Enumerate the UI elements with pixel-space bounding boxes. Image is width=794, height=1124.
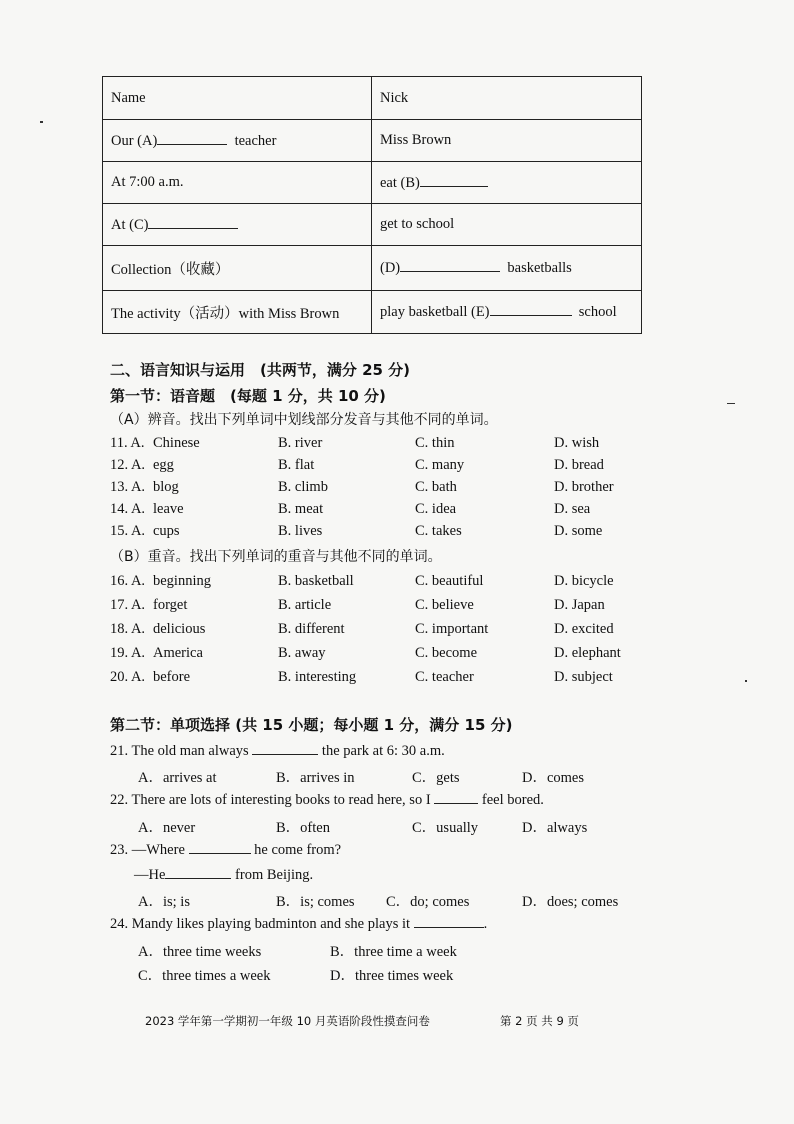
option-d: D. elephant [554,645,621,661]
stem-text: feel bored. [481,792,544,808]
option-a: leave [153,501,184,517]
option-a: A．is; is [138,894,190,910]
option-c: C．three times a week [138,968,271,984]
info-table [102,76,642,334]
stem-text: from Beijing. [235,867,314,883]
question-number: 17. A. [110,597,146,613]
question-24-options-1 [138,940,658,960]
option-d: D. bicycle [554,573,614,589]
question-number: 19. A. [110,645,146,661]
question-number: 18. A. [110,621,146,637]
option-d: D．comes [522,770,585,786]
option-b: B. article [278,597,332,613]
table-row [103,246,642,291]
table-row [103,204,642,246]
table-cell: get to school [372,204,642,246]
question-24-stem [110,915,487,933]
option-b: B. different [278,621,345,637]
blank-d[interactable] [400,259,500,272]
option-c: C．usually [412,820,479,836]
option-b: B. basketball [278,573,354,589]
question-13 [110,479,670,499]
option-a: A．three time weeks [138,944,262,960]
option-b: B. lives [278,523,323,539]
table-row [103,120,642,162]
question-23-options [138,890,658,910]
option-c: C. many [415,457,465,473]
option-a: blog [153,479,179,495]
section1-heading: 第一节：语音题 (每题 1 分，共 10 分) [110,387,386,405]
option-b: B. interesting [278,669,357,685]
section2-heading: 第二节：单项选择 (共 15 小题；每小题 1 分，满分 15 分) [110,716,513,734]
option-b: B. away [278,645,326,661]
option-d: D. bread [554,457,604,473]
stem-text: —He [134,867,166,883]
option-c: C. teacher [415,669,474,685]
stem-text: he come from? [254,842,342,858]
option-c: C. thin [415,435,455,451]
question-21-options [138,766,658,786]
blank-a[interactable] [157,132,227,145]
option-a: cups [153,523,180,539]
table-cell [372,246,642,291]
option-d: D．does; comes [522,894,619,910]
option-c: C. bath [415,479,457,495]
option-d: D. subject [554,669,613,685]
option-a: egg [153,457,174,473]
table-cell [103,204,372,246]
blank-e[interactable] [490,303,572,316]
table-row [103,291,642,334]
option-d: D．always [522,820,588,836]
stem-text: 24. Mandy likes playing badminton and she plays it [110,916,411,932]
question-number: 12. A. [110,457,146,473]
table-cell: The activity（活动）with Miss Brown [103,291,372,334]
footer-page-number: 第 2 页 共 9 页 [500,1014,579,1028]
option-a: before [153,669,191,685]
scan-speck [727,403,735,404]
question-12 [110,457,670,477]
cell-text: play basketball (E) [380,304,490,320]
option-b: B．is; comes [276,894,355,910]
option-c: C．do; comes [386,894,470,910]
table-cell [103,120,372,162]
stem-text: the park at 6: 30 a.m. [321,743,445,759]
cell-text: Our (A) [111,132,158,149]
option-a: delicious [153,621,206,637]
option-c: C．gets [412,770,460,786]
option-b: B. flat [278,457,315,473]
option-d: D．three times week [330,968,454,984]
table-cell: Miss Brown [372,120,642,162]
question-number: 15. A. [110,523,146,539]
question-20 [110,669,670,689]
option-d: D. sea [554,501,591,517]
option-d: D. wish [554,435,600,451]
cell-text: (D) [380,260,401,276]
table-row [103,162,642,204]
answer-blank[interactable] [252,742,318,755]
answer-blank[interactable] [434,791,478,804]
question-22-options [138,816,658,836]
table-cell: Nick [372,77,642,120]
footer-exam-title: 2023 学年第一学期初一年级 10 月英语阶段性摸查问卷 [145,1014,430,1028]
table-row [103,77,642,120]
question-number: 16. A. [110,573,146,589]
table-cell [372,162,642,204]
option-b: B. climb [278,479,328,495]
question-14 [110,501,670,521]
option-c: C. takes [415,523,462,539]
option-c: C. become [415,645,478,661]
question-number: 13. A. [110,479,146,495]
stem-text: 22. There are lots of interesting books to read here, so I [110,792,431,808]
question-21-stem [110,742,445,760]
stem-text: 21. The old man always [110,743,249,759]
option-d: D. some [554,523,603,539]
question-23-stem-2 [134,866,313,884]
question-24-options-2 [138,964,658,984]
option-b: B. river [278,435,323,451]
question-15 [110,523,670,543]
question-19 [110,645,670,665]
option-d: D. brother [554,479,614,495]
option-b: B. meat [278,501,324,517]
scan-speck [40,121,43,123]
answer-blank[interactable] [165,866,231,879]
option-c: C. important [415,621,489,637]
option-c: C. idea [415,501,457,517]
question-number: 11. A. [110,435,145,451]
option-d: D. Japan [554,597,605,613]
blank-c[interactable] [148,216,238,229]
option-a: beginning [153,573,211,589]
table-cell: Name [103,77,372,120]
blank-b[interactable] [420,174,488,187]
question-22-stem [110,791,544,809]
cell-text: basketballs [507,260,572,276]
answer-blank[interactable] [189,841,251,854]
cell-text: teacher [234,132,277,149]
question-number: 20. A. [110,669,146,685]
option-a: A．never [138,820,196,836]
answer-blank[interactable] [414,915,484,928]
question-11 [110,435,670,455]
option-a: Chinese [153,435,200,451]
question-number: 14. A. [110,501,146,517]
stem-text: . [483,916,488,932]
option-a: America [153,645,203,661]
table-cell: Collection（收藏） [103,246,372,291]
question-23-stem [110,841,341,859]
option-b: B．three time a week [330,944,457,960]
option-a: forget [153,597,188,613]
part2-heading: 二、语言知识与运用 (共两节，满分 25 分) [110,361,411,379]
question-17 [110,597,670,617]
question-18 [110,621,670,641]
option-c: C. beautiful [415,573,484,589]
scan-speck [745,680,747,682]
option-b: B．arrives in [276,770,355,786]
option-b: B．often [276,820,330,836]
option-c: C. believe [415,597,474,613]
section-a-instruction: （A）辨音。找出下列单词中划线部分发音与其他不同的单词。 [110,412,498,428]
cell-text: At (C) [111,216,149,233]
section-b-instruction: （B）重音。找出下列单词的重音与其他不同的单词。 [110,549,442,565]
stem-text: 23. —Where [110,842,185,858]
cell-text: eat (B) [380,174,420,191]
question-16 [110,573,670,593]
cell-text: school [578,304,617,320]
option-d: D. excited [554,621,614,637]
table-cell [372,291,642,334]
table-cell: At 7:00 a.m. [103,162,372,204]
option-a: A．arrives at [138,770,217,786]
